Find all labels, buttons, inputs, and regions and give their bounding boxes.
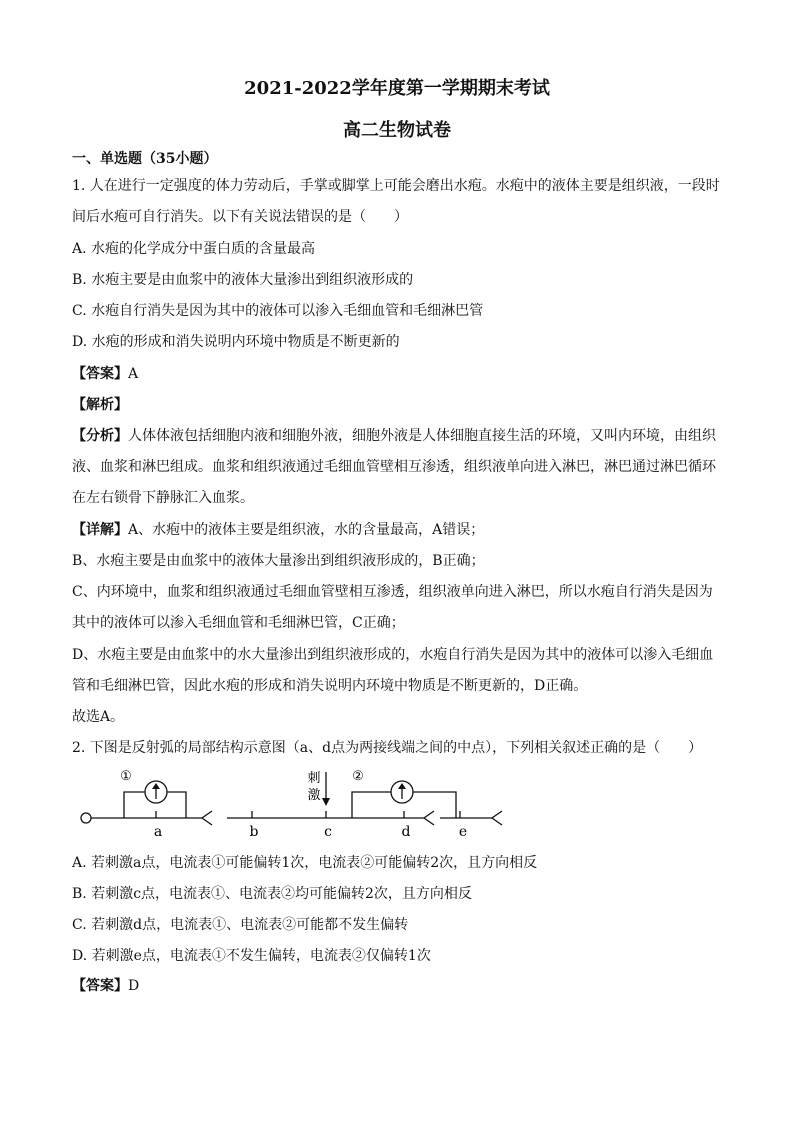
reflex-arc-diagram (72, 766, 512, 838)
point-a-label: a (153, 824, 163, 838)
q1-detail-line4: 其中的液体可以渗入毛细血管和毛细淋巴管，C正确； (72, 615, 405, 631)
q1-detail-line5: D、水疱主要是由血浆中的水大量渗出到组织液形成的，水疱自行消失是因为其中的液体可以渗入毛细血 (72, 647, 714, 663)
synapse-terminal-1 (202, 811, 212, 825)
stimulus-char2: 激 (307, 788, 321, 803)
q1-detail-line1 (72, 521, 722, 539)
answer-value: A (128, 366, 139, 382)
q1-detail-line3: C、内环境中，血浆和组织液通过毛细血管壁相互渗透，组织液单向进入淋巴，所以水疱自行消失是因为 (72, 584, 713, 600)
q1-detail-line6: 管和毛细淋巴管，因此水疱的形成和消失说明内环境中物质是不断更新的，D正确。 (72, 678, 588, 694)
q2-option-a: A. 若刺激a点，电流表①可能偏转1次，电流表②可能偏转2次，且方向相反 (72, 855, 538, 871)
synapse-terminal-2 (424, 811, 434, 825)
exam-title: 2021-2022学年度第一学期期末考试 (244, 78, 550, 99)
q2-option-c: C. 若刺激d点，电流表①、电流表②可能都不发生偏转 (72, 917, 409, 933)
q2-answer (72, 977, 722, 995)
fenxi-label: 【分析】 (72, 428, 128, 444)
neuron-cell-body (81, 813, 91, 823)
detail-text: A、水疱中的液体主要是组织液，水的含量最高，A错误； (128, 522, 485, 538)
q1-conclusion: 故选A。 (72, 709, 125, 725)
q2-option-b: B. 若刺激c点，电流表①、电流表②均可能偏转2次，且方向相反 (72, 886, 472, 902)
answer-value: D (128, 978, 140, 994)
detail-label: 【详解】 (72, 522, 128, 538)
point-b-label: b (249, 824, 259, 838)
q1-answer (72, 365, 722, 383)
q1-detail-line2: B、水疱主要是由血浆中的液体大量渗出到组织液形成的，B正确； (72, 553, 485, 569)
fenxi-text: 人体体液包括细胞内液和细胞外液，细胞外液是人体细胞直接生活的环境，又叫内环境，由组织 (128, 428, 716, 444)
meter1-label: ① (120, 769, 132, 784)
answer-label: 【答案】 (72, 366, 128, 382)
point-e-label: e (458, 824, 468, 838)
q1-stem-line1: 1. 人在进行一定强度的体力劳动后，手掌或脚掌上可能会磨出水疱。水疱中的液体主要是组织液，一段时 (72, 178, 720, 194)
q2-stem: 2. 下图是反射弧的局部结构示意图（a、d点为两接线端之间的中点），下列相关叙述正确的是（ ） (72, 740, 703, 756)
q2-option-d: D. 若刺激e点，电流表①不发生偏转，电流表②仅偏转1次 (72, 948, 431, 964)
answer-label: 【答案】 (72, 978, 128, 994)
exam-subtitle: 高二生物试卷 (343, 120, 451, 141)
q1-option-c: C. 水疱自行消失是因为其中的液体可以渗入毛细血管和毛细淋巴管 (72, 303, 484, 319)
q1-stem-line2: 间后水疱可自行消失。以下有关说法错误的是（ ） (72, 209, 408, 225)
stimulus-char1: 刺 (307, 771, 321, 786)
meter2-label: ② (352, 769, 364, 784)
q1-fenxi-line1 (72, 427, 722, 445)
q1-fenxi-line3: 在左右锁骨下静脉汇入血浆。 (72, 490, 254, 506)
q1-option-b: B. 水疱主要是由血浆中的液体大量渗出到组织液形成的 (72, 272, 414, 288)
synapse-terminal-3 (492, 811, 502, 825)
point-c-label: c (324, 824, 332, 838)
q1-option-d: D. 水疱的形成和消失说明内环境中物质是不断更新的 (72, 334, 400, 350)
section-heading: 一、单选题（35小题） (72, 151, 218, 167)
point-d-label: d (401, 824, 411, 838)
q1-fenxi-line2: 液、血浆和淋巴组成。血浆和组织液通过毛细血管壁相互渗透，组织液单向进入淋巴，淋巴通过淋巴循环 (72, 459, 716, 475)
q1-analysis-label: 【解析】 (72, 397, 128, 413)
stimulus-arrow-icon (322, 798, 330, 806)
q1-option-a: A. 水疱的化学成分中蛋白质的含量最高 (72, 241, 316, 257)
